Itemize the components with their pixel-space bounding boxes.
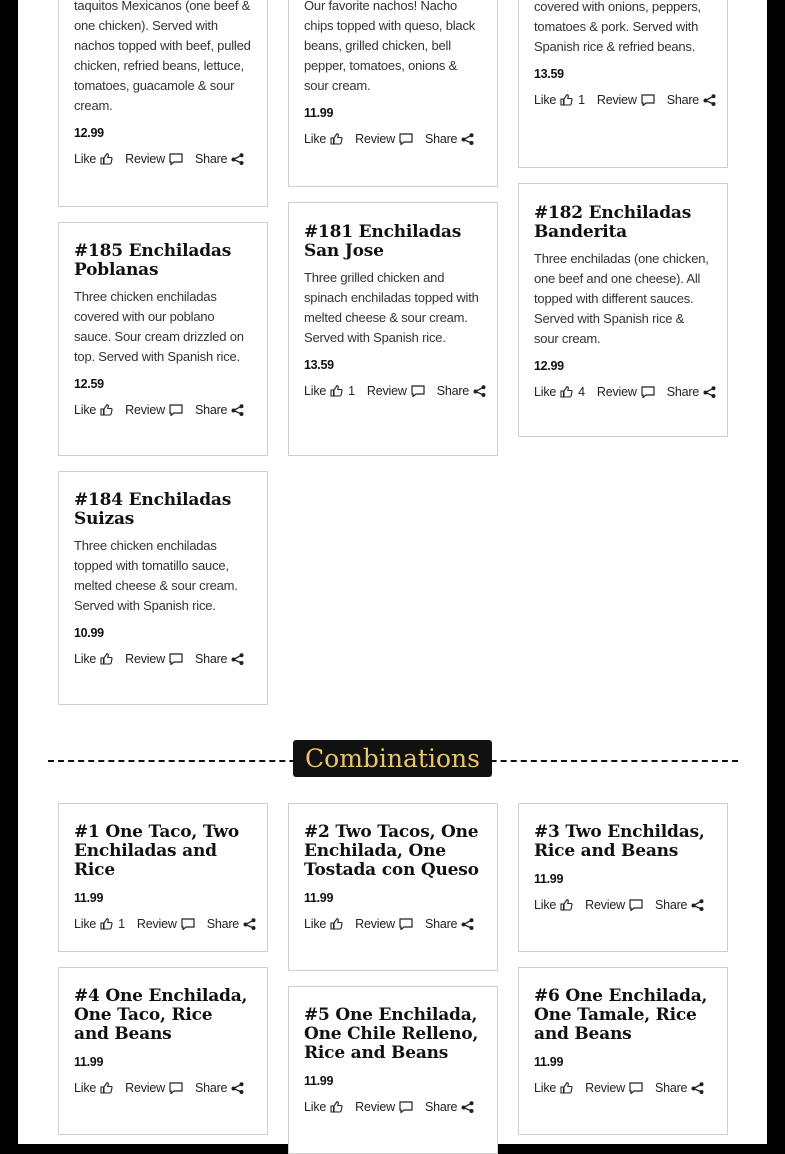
item-description: taquitos Mexicanos (one beef & one chicken). Served with nachos topped with beef, pulled chicken, refried beans, lettuce, tomatoes, guacamole & sour cream. [74,0,251,113]
item-price: 12.59 [74,377,104,391]
review-button[interactable] [355,1100,413,1114]
thumbs-up-icon [330,133,343,145]
item-description: Our favorite nachos! Nacho chips topped with queso, black beans, grilled chicken, bell pepper, tomatoes, onions & sour cream. [304,0,476,93]
review-button[interactable] [355,132,413,146]
item-title: #184 Enchiladas Suizas [74,490,232,529]
share-label: Share [424,132,458,146]
item-actions [74,403,252,417]
item-actions [74,1081,252,1095]
like-button[interactable] [304,384,355,398]
like-label: Like [304,1100,327,1114]
like-button[interactable] [304,132,343,146]
item-description: Three enchiladas (one chicken, one beef and one cheese). All topped with different sauces. Served with Spanish rice & sour cream. [534,251,709,346]
menu-item-card [288,0,498,187]
review-label: Review [355,1100,395,1114]
share-label: Share [194,403,228,417]
review-button[interactable] [125,152,183,166]
item-title: #4 One Enchilada, One Taco, Rice and Beans [74,986,248,1044]
item-actions [74,652,252,666]
item-description: Three chicken enchiladas topped with tomatillo sauce, melted cheese & sour cream. Served with Spanish rice. [74,538,238,613]
share-label: Share [194,1081,228,1095]
share-button[interactable] [195,152,244,166]
review-button[interactable] [597,93,655,107]
like-button[interactable] [74,652,113,666]
review-button[interactable] [355,917,413,931]
thumbs-up-icon [560,1082,573,1094]
item-actions [74,152,252,166]
share-icon [243,918,256,930]
item-description: Three grilled chicken and spinach enchiladas topped with melted cheese & sour cream. Served with Spanish rice. [304,270,479,345]
item-title: #3 Two Enchildas, Rice and Beans [534,822,705,861]
like-button[interactable] [74,152,113,166]
like-button[interactable] [74,1081,113,1095]
review-label: Review [355,132,395,146]
item-title: #5 One Enchilada, One Chile Relleno, Rice and Beans [304,1005,479,1063]
menu-item-card [288,986,498,1154]
item-actions [534,385,712,399]
thumbs-up-icon [330,385,343,397]
share-icon [461,1101,474,1113]
item-price: 13.59 [534,67,564,81]
menu-item-card [58,0,268,207]
section-title: Combinations [293,740,492,777]
share-label: Share [666,385,700,399]
review-label: Review [136,917,177,931]
like-button[interactable] [304,1100,343,1114]
share-label: Share [666,93,700,107]
review-label: Review [125,152,165,166]
share-button[interactable] [667,385,716,399]
thumbs-up-icon [560,94,573,106]
share-icon [231,1082,244,1094]
comment-icon [169,1082,183,1094]
review-label: Review [585,1081,625,1095]
menu-item-card [58,471,268,705]
share-button[interactable] [195,652,244,666]
item-price: 11.99 [304,891,334,905]
share-icon [703,94,716,106]
menu-item-card [518,967,728,1135]
like-label: Like [304,132,327,146]
share-label: Share [206,917,240,931]
like-label: Like [534,93,557,107]
thumbs-up-icon [100,153,113,165]
comment-icon [641,386,655,398]
review-label: Review [585,898,625,912]
review-button[interactable] [125,1081,183,1095]
item-price: 11.99 [304,1074,334,1088]
share-icon [461,918,474,930]
item-description: Three chicken enchiladas covered with our poblano sauce. Sour cream drizzled on top. Served with Spanish rice. [74,289,244,364]
comment-icon [399,1101,413,1113]
share-button[interactable] [425,917,474,931]
like-label: Like [304,384,327,398]
share-icon [473,385,486,397]
share-button[interactable] [667,93,716,107]
share-icon [691,899,704,911]
item-title: #2 Two Tacos, One Enchilada, One Tostada con Queso [304,822,479,880]
like-button[interactable] [74,917,125,931]
like-button[interactable] [304,917,343,931]
thumbs-up-icon [100,404,113,416]
comment-icon [411,385,425,397]
share-icon [461,133,474,145]
comment-icon [169,153,183,165]
item-title: #1 One Taco, Two Enchiladas and Rice [74,822,240,880]
share-button[interactable] [207,917,256,931]
comment-icon [169,653,183,665]
thumbs-up-icon [560,899,573,911]
share-label: Share [194,652,228,666]
review-button[interactable] [125,403,183,417]
like-label: Like [74,1081,97,1095]
share-icon [703,386,716,398]
share-label: Share [424,917,458,931]
like-label: Like [534,898,557,912]
review-button[interactable] [585,898,643,912]
like-count: 1 [348,384,355,398]
share-label: Share [194,152,228,166]
like-label: Like [74,152,97,166]
review-label: Review [125,403,165,417]
menu-item-card [518,0,728,168]
comment-icon [629,899,643,911]
share-icon [231,653,244,665]
thumbs-up-icon [330,918,343,930]
menu-item-card [288,202,498,456]
thumbs-up-icon [330,1101,343,1113]
item-price: 13.59 [304,358,334,372]
review-label: Review [366,384,407,398]
like-label: Like [74,403,97,417]
item-actions [304,917,482,931]
item-price: 11.99 [304,106,334,120]
share-button[interactable] [195,403,244,417]
share-label: Share [424,1100,458,1114]
like-button[interactable] [534,385,585,399]
share-icon [231,153,244,165]
item-price: 11.99 [74,1055,104,1069]
review-label: Review [125,1081,165,1095]
item-price: 10.99 [74,626,104,640]
like-count: 4 [578,385,585,399]
comment-icon [399,918,413,930]
thumbs-up-icon [100,918,113,930]
item-description: covered with onions, peppers, tomatoes & pork. Served with Spanish rice & refried beans. [534,0,701,54]
review-button[interactable] [137,917,195,931]
review-label: Review [596,385,637,399]
like-button[interactable] [74,403,113,417]
like-button[interactable] [534,1081,573,1095]
review-button[interactable] [597,385,655,399]
menu-page [18,0,767,1144]
share-icon [691,1082,704,1094]
share-label: Share [654,1081,688,1095]
like-label: Like [74,917,97,931]
item-actions [304,1100,482,1114]
item-actions [304,384,482,398]
comment-icon [399,133,413,145]
share-button[interactable] [655,898,704,912]
like-label: Like [304,917,327,931]
menu-item-card [518,803,728,952]
comment-icon [641,94,655,106]
share-button[interactable] [425,132,474,146]
item-price: 11.99 [534,872,564,886]
like-count: 1 [118,917,125,931]
like-label: Like [74,652,97,666]
item-actions [74,917,252,931]
share-label: Share [436,384,470,398]
item-title: #6 One Enchilada, One Tamale, Rice and Beans [534,986,708,1044]
review-label: Review [125,652,165,666]
item-price: 12.99 [74,126,104,140]
review-label: Review [355,917,395,931]
share-button[interactable] [437,384,486,398]
like-count: 1 [578,93,585,107]
thumbs-up-icon [560,386,573,398]
menu-item-card [58,222,268,456]
item-price: 12.99 [534,359,564,373]
item-actions [534,93,712,107]
review-label: Review [596,93,637,107]
review-button[interactable] [367,384,425,398]
item-title: #185 Enchiladas Poblanas [74,241,232,280]
menu-item-card [58,803,268,952]
item-actions [534,898,712,912]
share-icon [231,404,244,416]
item-title: #181 Enchiladas San Jose [304,222,462,261]
like-label: Like [534,1081,557,1095]
like-button[interactable] [534,898,573,912]
share-button[interactable] [655,1081,704,1095]
comment-icon [181,918,195,930]
item-title: #182 Enchiladas Banderita [534,203,692,242]
menu-item-card [288,803,498,971]
thumbs-up-icon [100,1082,113,1094]
like-button[interactable] [534,93,585,107]
item-actions [534,1081,712,1095]
comment-icon [629,1082,643,1094]
item-actions [304,132,482,146]
share-label: Share [654,898,688,912]
share-button[interactable] [195,1081,244,1095]
item-price: 11.99 [534,1055,564,1069]
menu-item-card [518,183,728,437]
share-button[interactable] [425,1100,474,1114]
review-button[interactable] [585,1081,643,1095]
like-label: Like [534,385,557,399]
item-price: 11.99 [74,891,104,905]
thumbs-up-icon [100,653,113,665]
menu-item-card [58,967,268,1135]
comment-icon [169,404,183,416]
review-button[interactable] [125,652,183,666]
